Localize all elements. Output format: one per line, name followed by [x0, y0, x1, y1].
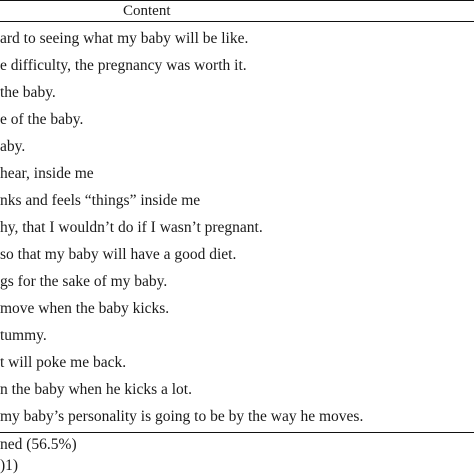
- table-row: [0, 133, 474, 160]
- table-cell-content: ard to seeing what my baby will be like.: [0, 30, 249, 47]
- table-cell-content: my baby’s personality is going to be by the way he moves.: [0, 408, 364, 425]
- footer-line: )1): [0, 457, 19, 474]
- table-row: [0, 25, 474, 52]
- table-header: [0, 2, 474, 20]
- table-body-rule: [0, 432, 474, 433]
- table-body: [0, 25, 474, 430]
- table-row: [0, 376, 474, 403]
- table-cell-content: t will poke me back.: [0, 354, 127, 371]
- table-cell-content: e of the baby.: [0, 111, 84, 128]
- table-footer: [0, 434, 474, 476]
- footer-line: ned (56.5%): [0, 436, 77, 453]
- table-row: [0, 187, 474, 214]
- table-row: [0, 79, 474, 106]
- table-cell-content: so that my baby will have a good diet.: [0, 246, 237, 263]
- table-header-rule: [0, 21, 474, 22]
- table-top-rule: [0, 0, 474, 1]
- table-cell-content: tummy.: [0, 327, 47, 344]
- table-cell-content: hy, that I wouldn’t do if I wasn’t pregnant.: [0, 219, 263, 236]
- table-row: [0, 241, 474, 268]
- table-row: [0, 106, 474, 133]
- table-cell-content: the baby.: [0, 84, 56, 101]
- table-row: [0, 268, 474, 295]
- table-row: [0, 403, 474, 430]
- table-row: [0, 52, 474, 79]
- table-row: [0, 349, 474, 376]
- table-cell-content: move when the baby kicks.: [0, 300, 170, 317]
- table-row: [0, 160, 474, 187]
- table-cell-content: aby.: [0, 138, 26, 155]
- table-row: [0, 322, 474, 349]
- table-cell-content: e difficulty, the pregnancy was worth it.: [0, 57, 247, 74]
- table-cell-content: hear, inside me: [0, 165, 94, 182]
- table-cell-content: n the baby when he kicks a lot.: [0, 381, 192, 398]
- table-row: [0, 295, 474, 322]
- column-header-content: Content: [123, 3, 171, 19]
- table-cell-content: gs for the sake of my baby.: [0, 273, 168, 290]
- table-cell-content: nks and feels “things” inside me: [0, 192, 201, 209]
- table-row: [0, 214, 474, 241]
